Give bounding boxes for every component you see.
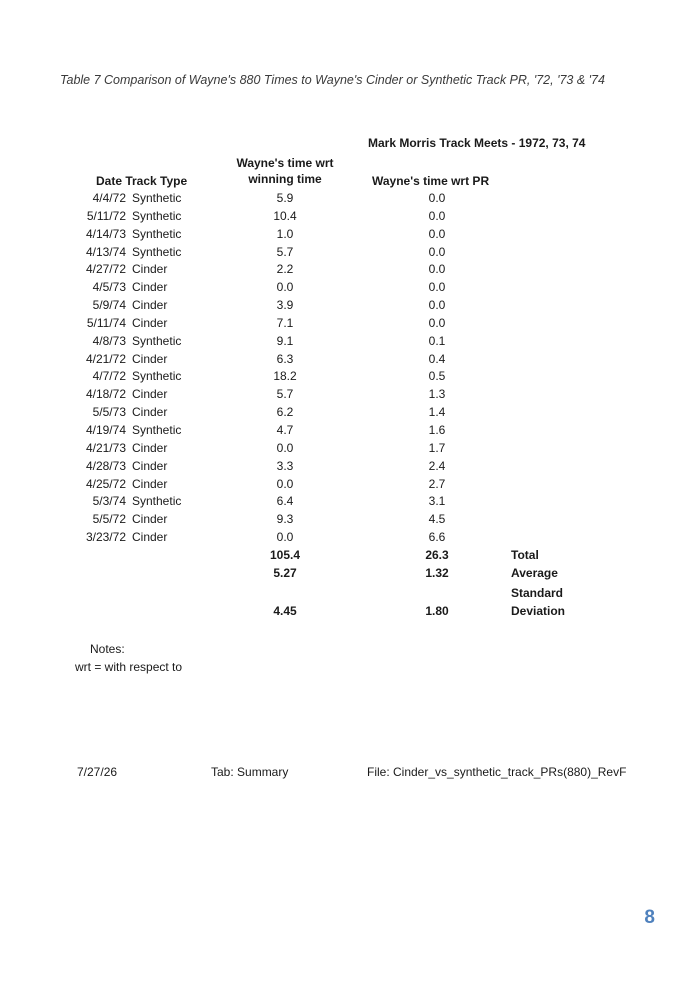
header-wrt-winning-time xyxy=(225,155,345,187)
table-row xyxy=(0,458,685,476)
average-label: Average xyxy=(511,566,558,580)
table-row xyxy=(0,404,685,422)
cell-wrt-pr: 0.0 xyxy=(428,191,446,205)
cell-date: 4/21/73 xyxy=(85,440,126,455)
table-row xyxy=(0,208,685,226)
cell-track-type: Synthetic xyxy=(132,369,182,384)
footer-file: File: Cinder_vs_synthetic_track_PRs(880)_RevF xyxy=(367,765,627,779)
cell-wrt-pr: 1.6 xyxy=(428,422,446,437)
table-row xyxy=(0,493,685,511)
total-wrt-pr: 26.3 xyxy=(425,548,449,562)
footer-date: 7/27/26 xyxy=(77,765,118,779)
table-row xyxy=(0,261,685,279)
cell-date: 4/19/74 xyxy=(85,422,126,437)
cell-date: 5/3/74 xyxy=(92,494,126,509)
cell-wrt-pr: 0.4 xyxy=(428,351,446,366)
cell-wrt-winning: 5.9 xyxy=(276,191,294,205)
cell-date: 4/13/74 xyxy=(85,244,126,259)
cell-date: 4/18/72 xyxy=(85,387,126,402)
cell-wrt-pr: 2.4 xyxy=(428,458,446,473)
cell-wrt-winning: 18.2 xyxy=(273,369,297,384)
table-row xyxy=(0,226,685,244)
table-row xyxy=(0,386,685,404)
cell-track-type: Cinder xyxy=(132,262,168,277)
header-wrt-winning-line1: Wayne's time wrt xyxy=(236,156,334,170)
total-wrt-winning: 105.4 xyxy=(269,548,301,562)
std-dev-wrt-winning: 4.45 xyxy=(273,604,297,618)
table-row xyxy=(0,333,685,351)
cell-wrt-winning: 6.3 xyxy=(276,351,294,366)
average-wrt-pr: 1.32 xyxy=(425,566,449,580)
cell-track-type: Cinder xyxy=(132,387,168,402)
header-wrt-pr: Wayne's time wrt PR xyxy=(372,174,490,188)
cell-wrt-pr: 0.0 xyxy=(428,208,446,223)
cell-date: 4/21/72 xyxy=(85,351,126,366)
table-row xyxy=(0,351,685,369)
cell-date: 5/11/74 xyxy=(86,315,126,330)
cell-track-type: Synthetic xyxy=(132,208,182,223)
cell-date: 4/14/73 xyxy=(85,226,126,241)
cell-track-type: Cinder xyxy=(132,512,168,527)
cell-wrt-pr: 0.0 xyxy=(428,262,446,277)
table-row xyxy=(0,529,685,547)
meet-header: Mark Morris Track Meets - 1972, 73, 74 xyxy=(368,136,586,150)
cell-track-type: Synthetic xyxy=(132,226,182,241)
cell-track-type: Cinder xyxy=(132,315,168,330)
cell-track-type: Cinder xyxy=(132,440,168,455)
cell-track-type: Synthetic xyxy=(132,191,182,205)
std-dev-label-line2: Deviation xyxy=(511,604,566,618)
cell-wrt-winning: 4.7 xyxy=(276,422,294,437)
cell-wrt-pr: 0.0 xyxy=(428,280,446,295)
cell-wrt-pr: 1.7 xyxy=(428,440,446,455)
cell-wrt-pr: 0.0 xyxy=(428,226,446,241)
cell-date: 4/25/72 xyxy=(85,476,126,491)
cell-date: 4/7/72 xyxy=(92,369,126,384)
cell-track-type: Synthetic xyxy=(132,422,182,437)
cell-wrt-winning: 7.1 xyxy=(276,315,294,330)
cell-wrt-winning: 3.9 xyxy=(276,298,294,313)
cell-date: 5/9/74 xyxy=(92,298,126,313)
cell-wrt-winning: 6.4 xyxy=(276,494,294,509)
cell-track-type: Synthetic xyxy=(132,333,182,348)
cell-date: 3/23/72 xyxy=(85,530,126,545)
cell-wrt-winning: 0.0 xyxy=(276,280,294,295)
table-row xyxy=(0,476,685,494)
notes xyxy=(75,640,182,676)
cell-track-type: Cinder xyxy=(132,476,168,491)
cell-wrt-pr: 0.1 xyxy=(428,333,446,348)
cell-wrt-winning: 0.0 xyxy=(276,530,294,545)
table-row xyxy=(0,279,685,297)
cell-wrt-winning: 0.0 xyxy=(276,440,294,455)
cell-track-type: Cinder xyxy=(132,405,168,420)
cell-wrt-pr: 0.0 xyxy=(428,315,446,330)
table-row xyxy=(0,440,685,458)
cell-wrt-winning: 3.3 xyxy=(276,458,294,473)
cell-track-type: Cinder xyxy=(132,298,168,313)
average-wrt-winning: 5.27 xyxy=(273,566,297,580)
notes-title: Notes: xyxy=(90,642,125,656)
cell-date: 5/11/72 xyxy=(86,208,126,223)
table-row xyxy=(0,315,685,333)
cell-wrt-pr: 2.7 xyxy=(428,476,446,491)
cell-date: 4/27/72 xyxy=(85,262,126,277)
std-dev-wrt-pr: 1.80 xyxy=(425,604,449,618)
cell-wrt-winning: 0.0 xyxy=(276,476,294,491)
cell-track-type: Cinder xyxy=(132,280,168,295)
notes-line: wrt = with respect to xyxy=(75,660,183,674)
cell-track-type: Synthetic xyxy=(132,494,182,509)
cell-track-type: Cinder xyxy=(132,458,168,473)
cell-date: 4/5/73 xyxy=(92,280,126,295)
cell-wrt-pr: 0.0 xyxy=(428,298,446,313)
cell-track-type: Synthetic xyxy=(132,244,182,259)
cell-wrt-winning: 2.2 xyxy=(276,262,294,277)
cell-track-type: Cinder xyxy=(132,351,168,366)
cell-date: 4/28/73 xyxy=(85,458,126,473)
cell-date: 4/4/72 xyxy=(92,191,126,205)
data-table xyxy=(0,190,685,547)
page-number: 8 xyxy=(644,907,655,928)
table-row xyxy=(0,297,685,315)
cell-wrt-winning: 10.4 xyxy=(273,208,297,223)
cell-track-type: Cinder xyxy=(132,530,168,545)
cell-wrt-winning: 9.1 xyxy=(276,333,294,348)
cell-wrt-pr: 0.0 xyxy=(428,244,446,259)
cell-wrt-winning: 5.7 xyxy=(276,387,294,402)
table-row xyxy=(0,368,685,386)
table-row xyxy=(0,190,685,208)
table-row xyxy=(0,422,685,440)
cell-wrt-pr: 3.1 xyxy=(428,494,446,509)
cell-wrt-pr: 6.6 xyxy=(428,530,446,545)
cell-wrt-winning: 1.0 xyxy=(276,226,294,241)
cell-wrt-winning: 5.7 xyxy=(276,244,294,259)
cell-date: 4/8/73 xyxy=(92,333,126,348)
header-wrt-winning-line2: winning time xyxy=(248,172,322,186)
total-label: Total xyxy=(511,548,539,562)
cell-wrt-pr: 4.5 xyxy=(428,512,446,527)
footer-tab: Tab: Summary xyxy=(211,765,289,779)
table-row xyxy=(0,244,685,262)
cell-date: 5/5/72 xyxy=(92,512,126,527)
cell-wrt-pr: 1.4 xyxy=(428,405,446,420)
cell-wrt-winning: 9.3 xyxy=(276,512,294,527)
std-dev-label-line1: Standard xyxy=(511,586,564,600)
cell-wrt-winning: 6.2 xyxy=(276,405,294,420)
cell-wrt-pr: 1.3 xyxy=(428,387,446,402)
table-row xyxy=(0,511,685,529)
cell-date: 5/5/73 xyxy=(92,405,126,420)
cell-wrt-pr: 0.5 xyxy=(428,369,446,384)
table-caption: Table 7 Comparison of Wayne's 880 Times to Wayne's Cinder or Synthetic Track PR, '72, '73 & '74 xyxy=(60,73,605,87)
header-date-track-type: Date Track Type xyxy=(96,174,188,188)
